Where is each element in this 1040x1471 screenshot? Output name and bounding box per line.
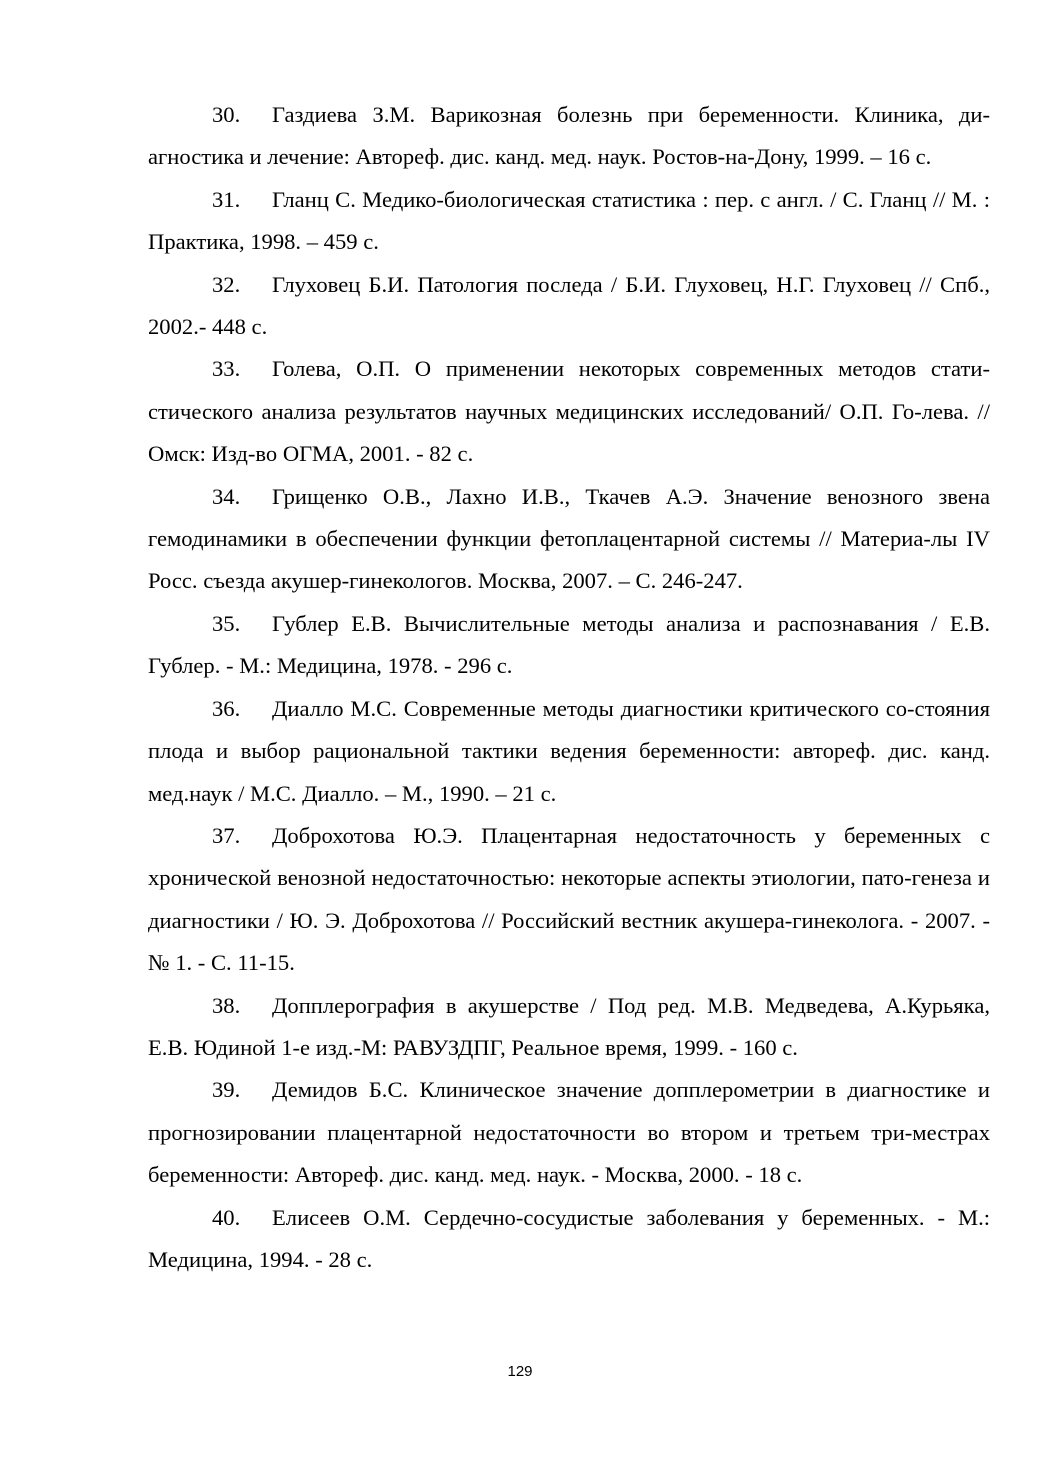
reference-number: 30. bbox=[212, 102, 241, 127]
reference-item bbox=[148, 1197, 990, 1282]
reference-item bbox=[148, 985, 990, 1070]
reference-item bbox=[148, 179, 990, 264]
reference-number: 40. bbox=[212, 1204, 241, 1230]
reference-number: 36. bbox=[212, 695, 241, 721]
reference-list bbox=[148, 94, 990, 1281]
reference-number: 34. bbox=[212, 483, 241, 509]
reference-number: 39. bbox=[212, 1077, 241, 1103]
reference-item bbox=[148, 688, 990, 815]
reference-text: Грищенко О.В., Лахно И.В., Ткачев А.Э. Значение венозного звена гемодинамики в обеспечении функции фетоплацентарной системы // Материа-лы IV Росс. съезда акушер-гинекологов. Москва, 2007. – С. 246-247. bbox=[148, 483, 990, 594]
reference-text: Глуховец Б.И. Патология последа / Б.И. Глуховец, Н.Г. Глуховец // Спб., 2002.- 448 с. bbox=[148, 271, 990, 340]
reference-text: Гублер Е.В. Вычислительные методы анализа и распознавания / Е.В. Гублер. - М.: Медицина, 1978. - 296 с. bbox=[148, 610, 990, 679]
reference-item bbox=[148, 94, 990, 179]
reference-item bbox=[148, 476, 990, 603]
reference-text: Демидов Б.С. Клиническое значение допплерометрии в диагностике и прогнозировании плацентарной недостаточности во втором и третьем три-местрах беременности: Автореф. дис. канд. мед. наук. - Москва, 2000. - 18 с. bbox=[148, 1077, 990, 1188]
reference-text: Диалло М.С. Современные методы диагностики критического со-стояния плода и выбор рациональной тактики ведения беременности: автореф. дис. канд. мед.наук / М.С. Диалло. – М., 1990. – 21 с. bbox=[148, 695, 990, 806]
reference-item bbox=[148, 1069, 990, 1196]
reference-item bbox=[148, 815, 990, 985]
reference-item bbox=[148, 264, 990, 349]
reference-number: 35. bbox=[212, 610, 241, 636]
reference-number: 32. bbox=[212, 271, 241, 297]
reference-item bbox=[148, 348, 990, 475]
reference-text: Голева, О.П. О применении некоторых современных методов стати-стического анализа результатов научных медицинских исследований/ О.П. Го-лева. // Омск: Изд-во ОГМА, 2001. - 82 с. bbox=[148, 356, 990, 467]
reference-text: Газдиева З.М. Варикозная болезнь при беременности. Клиника, ди-агностика и лечение: Автореф. дис. канд. мед. наук. Ростов-на-Дону, 1999. – 16 с. bbox=[148, 102, 990, 170]
reference-number: 37. bbox=[212, 822, 241, 848]
page-number: 129 bbox=[507, 1363, 533, 1380]
reference-item bbox=[148, 603, 990, 688]
reference-text: Доброхотова Ю.Э. Плацентарная недостаточность у беременных с хронической венозной недостаточностью: некоторые аспекты этиологии, пато-генеза и диагностики / Ю. Э. Доброхотова // Российский вестник акушера-гинеколога. - 2007. - № 1. - С. 11-15. bbox=[148, 822, 990, 976]
reference-number: 38. bbox=[212, 992, 241, 1018]
reference-text: Елисеев О.М. Сердечно-сосудистые заболевания у беременных. - М.: Медицина, 1994. - 28 с. bbox=[148, 1204, 990, 1272]
reference-number: 31. bbox=[212, 186, 241, 212]
reference-text: Допплерография в акушерстве / Под ред. М.В. Медведева, А.Курьяка, Е.В. Юдиной 1-е изд.-М: РАВУЗДПГ, Реальное время, 1999. - 160 с. bbox=[148, 992, 990, 1060]
reference-number: 33. bbox=[212, 356, 241, 382]
reference-text: Гланц С. Медико-биологическая статистика : пер. с англ. / С. Гланц // М. : Практика, 1998. – 459 с. bbox=[148, 186, 990, 255]
